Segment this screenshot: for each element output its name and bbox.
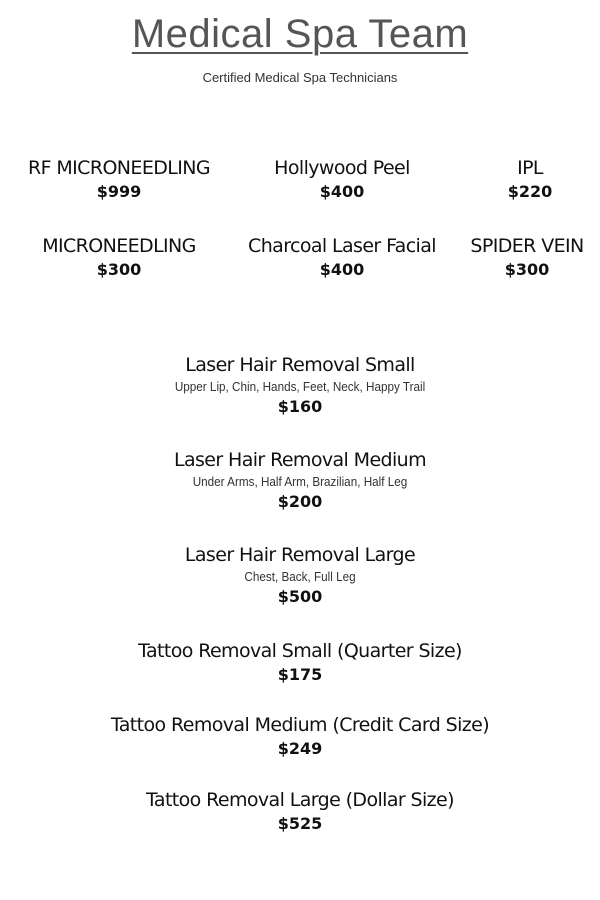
- service-price: $200: [277, 492, 323, 511]
- service-name: Tattoo Removal Small (Quarter Size): [138, 640, 462, 662]
- service-name: Tattoo Removal Medium (Credit Card Size): [110, 714, 490, 736]
- service-price: $220: [507, 182, 553, 201]
- service-price: $175: [277, 665, 323, 684]
- service-price: $249: [277, 739, 323, 758]
- service-hollywood-peel: [274, 155, 410, 203]
- page-title: Medical Spa Team: [131, 12, 469, 56]
- page-subtitle: Certified Medical Spa Technicians: [202, 70, 398, 85]
- service-laser-hair-medium: [0, 447, 600, 513]
- service-microneedling: [42, 233, 196, 281]
- service-price: $500: [277, 587, 323, 606]
- service-price: $300: [504, 260, 550, 279]
- service-tattoo-small: [0, 638, 600, 686]
- service-name: RF MICRONEEDLING: [28, 157, 210, 179]
- service-name: Laser Hair Removal Medium: [173, 449, 427, 471]
- service-name: Tattoo Removal Large (Dollar Size): [146, 789, 454, 811]
- service-name: Charcoal Laser Facial: [248, 235, 436, 257]
- service-ipl: [508, 155, 553, 203]
- service-spider-vein: [470, 233, 583, 281]
- service-name: SPIDER VEIN: [470, 235, 584, 257]
- service-description: Chest, Back, Full Leg: [244, 569, 356, 584]
- service-price: $400: [319, 182, 365, 201]
- service-price: $999: [96, 182, 142, 201]
- service-price: $160: [277, 397, 323, 416]
- service-tattoo-large: [0, 787, 600, 835]
- service-name: Laser Hair Removal Small: [185, 354, 415, 376]
- service-charcoal-laser-facial: [248, 233, 436, 281]
- service-price: $400: [319, 260, 365, 279]
- service-tattoo-medium: [0, 712, 600, 760]
- service-name: IPL: [517, 157, 543, 179]
- service-price: $300: [96, 260, 142, 279]
- service-name: Laser Hair Removal Large: [184, 544, 416, 566]
- service-price: $525: [277, 814, 323, 833]
- service-description: Upper Lip, Chin, Hands, Feet, Neck, Happy Trail: [174, 379, 426, 394]
- service-description: Under Arms, Half Arm, Brazilian, Half Leg: [192, 474, 408, 489]
- service-rf-microneedling: [28, 155, 210, 203]
- service-name: MICRONEEDLING: [42, 235, 196, 257]
- service-name: Hollywood Peel: [274, 157, 410, 179]
- page-header: [0, 10, 600, 86]
- service-laser-hair-large: [0, 542, 600, 608]
- service-laser-hair-small: [0, 352, 600, 418]
